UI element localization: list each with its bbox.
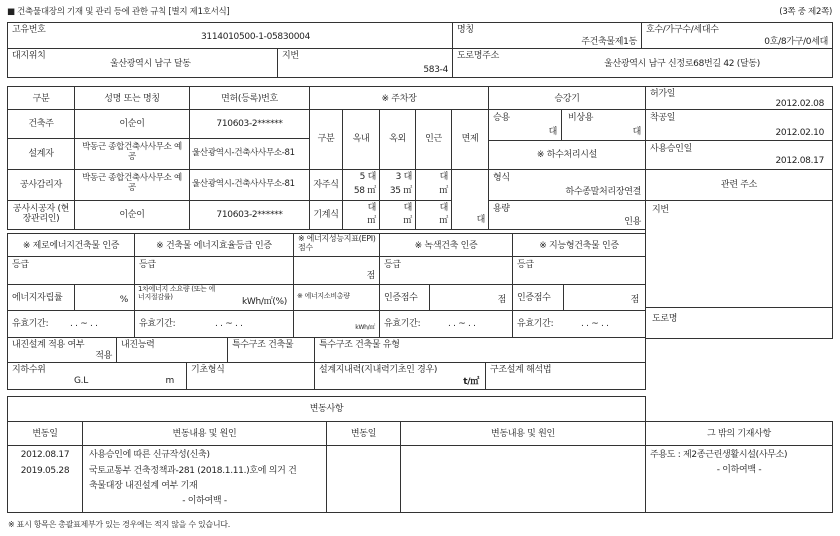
approve-date-cell: 사용승인일 2012.08.17 [645, 140, 833, 170]
special-structure-cell: 특수구조 건축물 [227, 337, 315, 363]
smart-grade-cell: 등급 [512, 256, 646, 285]
smart-validity-cell: 유효기간: . . ~ . . [512, 310, 646, 338]
changes-header-date-2: 변동일 [326, 421, 401, 446]
zero-validity-cell: 유효기간: . . ~ . . [7, 310, 135, 338]
self-rate-label: 에너지자립률 [7, 284, 75, 311]
people-row-name: 박동근 종합건축사사무소 예공 [74, 138, 190, 170]
id-label: 고유번호 [12, 25, 46, 35]
people-row-name: 이순이 [74, 200, 190, 230]
consumption-cell: ※ 에너지소비총량 [293, 284, 380, 311]
site-value: 울산광역시 남구 달동 [110, 59, 191, 69]
people-row-role: 설계자 [7, 138, 75, 170]
parking-self-indoor: 5 대 58 ㎡ [342, 169, 380, 201]
people-row-name: 박동근 종합건축사사무소 예공 [74, 169, 190, 201]
parking-exempt-cell: 대 [451, 169, 489, 230]
lot-cell [277, 48, 453, 78]
green-grade-cell: 등급 [379, 256, 513, 285]
parking-outdoor-header: 옥외 [379, 109, 416, 170]
epi-score-cell: 점 [293, 256, 380, 285]
foundation-cell: 기초형식 [186, 362, 315, 390]
people-header-license: 면허(등록)번호 [189, 86, 310, 110]
footnote: ※ 표시 항목은 총괄표제부가 있는 경우에는 적지 않을 수 있습니다. [8, 520, 230, 529]
green-title: ※ 녹색건축 인증 [379, 233, 513, 257]
efficiency-validity-cell: 유효기간: . . ~ . . [134, 310, 294, 338]
changes-title: 변동사항 [7, 396, 646, 422]
lot-label: 지번 [282, 51, 299, 61]
consumption-value-cell: kWh/㎡ [293, 310, 380, 338]
seismic-capacity-cell: 내진능력 [116, 337, 228, 363]
site-cell [7, 48, 278, 78]
parking-title: ※ 주차장 [309, 86, 489, 110]
change-dates-cell: 2012.08.17 2019.05.28 [7, 445, 83, 513]
change-contents-cell: 사용승인에 따른 신규작성(신축) 국토교통부 건축정책과-281 (2018.1.11.)호에 의거 건 축물대장 내진설계 여부 기재 - 이하여백 - [82, 445, 327, 513]
people-row-license: 울산광역시-건축사사무소-81 [189, 169, 310, 201]
bearing-capacity-cell: 설계지내력(지내력기초인 경우) t/㎡ [314, 362, 486, 390]
people-row-role: 공사감리자 [7, 169, 75, 201]
elevator-passenger: 승용 대 [488, 109, 562, 141]
zero-grade-cell: 등급 [7, 256, 135, 285]
parking-indoor-header: 옥내 [342, 109, 380, 170]
parking-self-nearby: 대 ㎡ [415, 169, 452, 201]
special-structure-type-cell: 특수구조 건축물 유형 [314, 337, 646, 363]
units-value: 0호/8가구/0세대 [764, 37, 828, 47]
changes-header-date: 변동일 [7, 421, 83, 446]
seismic-applied-cell: 내진설계 적용 여부 적용 [7, 337, 117, 363]
people-row-role: 건축주 [7, 109, 75, 139]
people-row-license: 710603-2****** [189, 200, 310, 230]
green-score-value: 점 [429, 284, 513, 311]
units-cell [641, 22, 833, 49]
road-address-cell [452, 48, 833, 78]
name-cell [452, 22, 642, 49]
related-lot-cell: 지번 [645, 200, 833, 308]
units-label: 호수/가구수/세대수 [646, 25, 719, 35]
parking-mech-indoor: 대 ㎡ [342, 200, 380, 230]
parking-mech-outdoor: 대 ㎡ [379, 200, 416, 230]
zero-energy-title: ※ 제로에너지건축물 인증 [7, 233, 135, 257]
page-indicator: (3쪽 중 제2쪽) [779, 7, 832, 17]
parking-kind-header: 구분 [309, 109, 343, 170]
efficiency-grade-cell: 등급 [134, 256, 294, 285]
parking-exempt-header: 면제 [451, 109, 489, 170]
name-label: 명칭 [457, 25, 474, 35]
parking-self-label: 자주식 [309, 169, 343, 201]
people-header-role: 구분 [7, 86, 75, 110]
people-row-license: 울산광역시-건축사사무소-81 [189, 138, 310, 170]
change-dates-cell-2 [326, 445, 401, 513]
road-label: 도로명주소 [457, 51, 499, 61]
form-title: ■ 건축물대장의 기재 및 관리 등에 관한 규칙 [별지 제1호서식] [7, 7, 230, 17]
start-date-cell: 착공일 2012.02.10 [645, 109, 833, 141]
parking-self-outdoor: 3 대 35 ㎡ [379, 169, 416, 201]
site-label: 대지위치 [12, 51, 46, 61]
parking-mech-nearby: 대 ㎡ [415, 200, 452, 230]
people-row-name: 이순이 [74, 109, 190, 139]
road-value: 울산광역시 남구 신정로68번길 42 (달동) [604, 59, 760, 69]
people-row-role: 공사시공자 (현장관리인) [7, 200, 75, 230]
related-address-header: 관련 주소 [645, 169, 833, 201]
groundwater-cell: 지하수위 G.L m [7, 362, 187, 390]
primary-energy-cell: 1차에너지 소요량 (또는 에너지절감률) kWh/㎡(%) [134, 284, 294, 311]
smart-score-value: 점 [563, 284, 646, 311]
lot-value: 583-4 [423, 65, 448, 75]
epi-title: ※ 에너지성능지표(EPI) 점수 [293, 233, 380, 257]
name-value: 주건축물제1동 [581, 37, 637, 47]
permit-date-cell: 허가일 2012.02.08 [645, 86, 833, 110]
changes-header-content-2: 변동내용 및 원인 [400, 421, 646, 446]
id-cell [7, 22, 453, 49]
other-notes-header: 그 밖의 기재사항 [645, 421, 833, 446]
changes-header-content: 변동내용 및 원인 [82, 421, 327, 446]
other-notes-cell: 주용도 : 제2종근린생활시설(사무소) - 이하여백 - [645, 445, 833, 513]
parking-nearby-header: 인근 [415, 109, 452, 170]
sewage-type: 형식 하수종말처리장연결 [488, 169, 646, 201]
self-rate-value: % [74, 284, 135, 311]
smart-title: ※ 지능형건축물 인증 [512, 233, 646, 257]
form-header [7, 4, 832, 18]
parking-mech-label: 기계식 [309, 200, 343, 230]
people-row-license: 710603-2****** [189, 109, 310, 139]
id-value: 3114010500-1-05830004 [201, 32, 310, 42]
change-contents-cell-2 [400, 445, 646, 513]
efficiency-title: ※ 건축물 에너지효율등급 인증 [134, 233, 294, 257]
green-validity-cell: 유효기간: . . ~ . . [379, 310, 513, 338]
green-score-label: 인증점수 [379, 284, 430, 311]
related-road-cell: 도로명 [645, 307, 833, 339]
smart-score-label: 인증점수 [512, 284, 564, 311]
sewage-capacity: 용량 인용 [488, 200, 646, 230]
elevator-emergency: 비상용 대 [561, 109, 646, 141]
people-header-name: 성명 또는 명칭 [74, 86, 190, 110]
analysis-method-cell: 구조설계 해석법 [485, 362, 646, 390]
sewage-title: ※ 하수처리시설 [488, 140, 646, 170]
elevator-title: 승강기 [488, 86, 646, 110]
